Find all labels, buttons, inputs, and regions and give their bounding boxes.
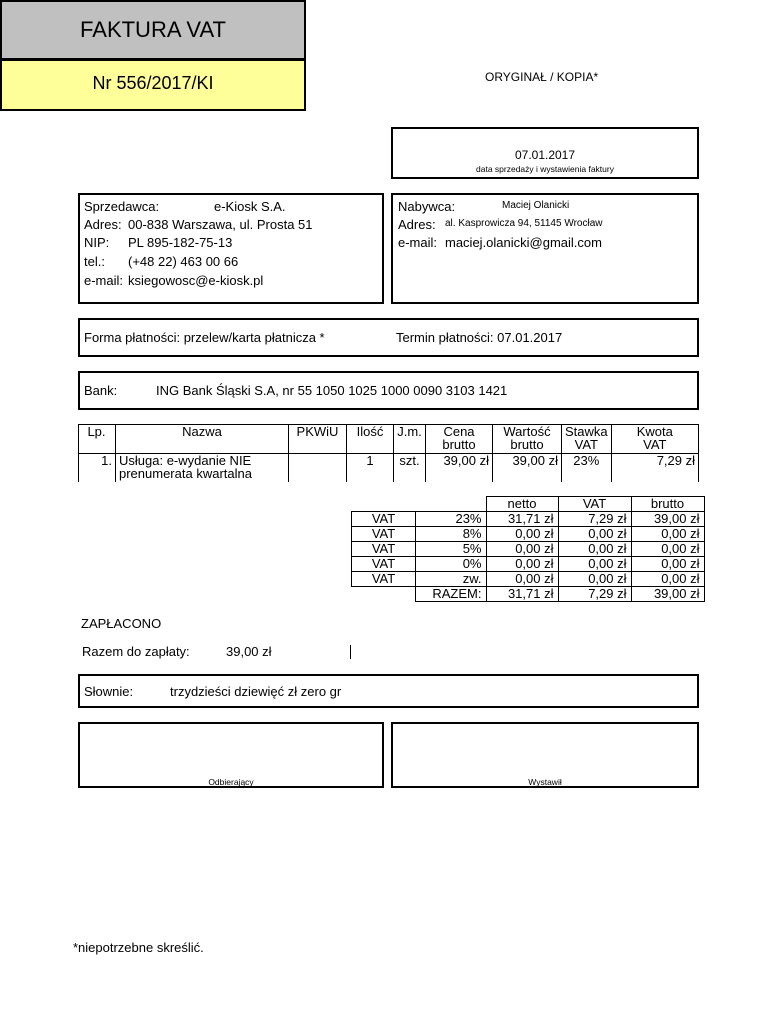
- vat-row-vat: 0,00 zł: [558, 527, 631, 542]
- item-rate: 23%: [562, 454, 612, 483]
- vat-total-row: [352, 587, 705, 602]
- vat-row-netto: 0,00 zł: [486, 542, 558, 557]
- total-due-label: Razem do zapłaty:: [82, 644, 190, 659]
- words-value: trzydzieści dziewięć zł zero gr: [170, 684, 342, 699]
- col-value-label-2: brutto: [510, 437, 544, 452]
- col-price: [426, 425, 493, 454]
- invoice-number: Nr 556/2017/KI: [0, 59, 306, 111]
- seller-address-label: Adres:: [84, 217, 122, 232]
- col-rate-label-2: VAT: [574, 437, 598, 452]
- vat-row-brutto: 0,00 zł: [631, 542, 704, 557]
- item-pkwiu: [289, 454, 347, 483]
- footnote: *niepotrzebne skreślić.: [73, 940, 204, 955]
- vat-row-rate: 5%: [416, 542, 487, 557]
- vat-row-brutto: 0,00 zł: [631, 572, 704, 587]
- seller-nip: PL 895-182-75-13: [128, 235, 233, 250]
- col-lp: [78, 425, 116, 454]
- payment-form: Forma płatności: przelew/karta płatnicza *: [84, 330, 325, 345]
- items-header-row: [78, 425, 699, 454]
- table-row: [352, 512, 705, 527]
- vat-summary-table: [351, 496, 705, 602]
- vat-row-netto: 0,00 zł: [486, 572, 558, 587]
- col-qty: [347, 425, 394, 454]
- paid-status: ZAPŁACONO: [81, 616, 162, 631]
- bank-label: Bank:: [84, 383, 118, 398]
- buyer-label: Nabywca:: [398, 199, 456, 214]
- col-name-label: Nazwa: [182, 424, 222, 439]
- vat-row-vat: 7,29 zł: [558, 512, 631, 527]
- vat-row-rate: 23%: [416, 512, 487, 527]
- words-label: Słownie:: [84, 684, 134, 699]
- vat-row-netto: 0,00 zł: [486, 527, 558, 542]
- vat-header-row: [352, 497, 705, 512]
- table-row: [352, 527, 705, 542]
- item-vat: 7,29 zł: [611, 454, 698, 483]
- payment-box: [78, 318, 699, 357]
- item-value: 39,00 zł: [493, 454, 562, 483]
- vat-total-brutto: 39,00 zł: [631, 587, 704, 602]
- vat-row-label: VAT: [352, 512, 416, 527]
- buyer-email: maciej.olanicki@gmail.com: [445, 235, 602, 250]
- vat-row-label: VAT: [352, 542, 416, 557]
- payment-due: Termin płatności: 07.01.2017: [396, 330, 563, 345]
- signature-receiver-label: Odbierający: [208, 777, 254, 787]
- seller-email: ksiegowosc@e-kiosk.pl: [128, 273, 264, 288]
- vat-row-vat: 0,00 zł: [558, 557, 631, 572]
- buyer-email-label: e-mail:: [398, 235, 438, 250]
- seller-tel-label: tel.:: [84, 254, 105, 269]
- signature-receiver-box: [78, 722, 384, 788]
- words-box: [78, 674, 699, 708]
- table-row: [78, 454, 699, 483]
- col-pkwiu: [289, 425, 347, 454]
- invoice-title: FAKTURA VAT: [0, 0, 306, 59]
- vat-row-vat: 0,00 zł: [558, 542, 631, 557]
- item-name: [116, 454, 289, 483]
- vat-row-label: VAT: [352, 557, 416, 572]
- item-unit: szt.: [394, 454, 426, 483]
- seller-tel: (+48 22) 463 00 66: [128, 254, 239, 269]
- item-price: 39,00 zł: [426, 454, 493, 483]
- col-vat: [611, 425, 698, 454]
- item-name-line-2: prenumerata kwartalna: [119, 466, 252, 481]
- seller-name: e-Kiosk S.A.: [214, 199, 286, 214]
- seller-label: Sprzedawca:: [84, 199, 160, 214]
- vat-row-brutto: 0,00 zł: [631, 527, 704, 542]
- vat-row-rate: zw.: [416, 572, 487, 587]
- col-pkwiu-label: PKWiU: [296, 424, 339, 439]
- col-rate: [562, 425, 612, 454]
- vat-row-rate: 8%: [416, 527, 487, 542]
- vat-col-netto: netto: [486, 497, 558, 512]
- date-box: [391, 127, 699, 179]
- col-qty-label: Ilość: [356, 424, 384, 439]
- vat-row-rate: 0%: [416, 557, 487, 572]
- item-lp: 1.: [78, 454, 116, 483]
- table-row: [352, 542, 705, 557]
- table-row: [352, 557, 705, 572]
- col-value: [493, 425, 562, 454]
- vat-total-netto: 31,71 zł: [486, 587, 558, 602]
- col-vat-label-2: VAT: [643, 437, 667, 452]
- col-name: [116, 425, 289, 454]
- col-unit-label: J.m.: [397, 424, 422, 439]
- table-row: [352, 572, 705, 587]
- vat-row-netto: 31,71 zł: [486, 512, 558, 527]
- vat-row-label: VAT: [352, 572, 416, 587]
- vat-row-brutto: 0,00 zł: [631, 557, 704, 572]
- col-lp-label: Lp.: [87, 424, 106, 439]
- vat-row-brutto: 39,00 zł: [631, 512, 704, 527]
- col-price-label-2: brutto: [442, 437, 476, 452]
- seller-box: [78, 193, 384, 304]
- original-copy-label: ORYGINAŁ / KOPIA*: [485, 70, 599, 84]
- vat-row-label: VAT: [352, 527, 416, 542]
- vat-total-vat: 7,29 zł: [558, 587, 631, 602]
- vat-row-netto: 0,00 zł: [486, 557, 558, 572]
- buyer-address: al. Kasprowicza 94, 51145 Wrocław: [445, 218, 603, 229]
- vat-row-vat: 0,00 zł: [558, 572, 631, 587]
- vat-col-vat: VAT: [558, 497, 631, 512]
- col-vat-label-1: Kwota: [636, 424, 673, 439]
- col-value-label-1: Wartość: [503, 424, 551, 439]
- buyer-address-label: Adres:: [398, 217, 436, 232]
- seller-email-label: e-mail:: [84, 273, 124, 288]
- signature-issuer-label: Wystawił: [528, 777, 562, 787]
- col-price-label-1: Cena: [443, 424, 475, 439]
- vat-total-label: RAZEM:: [416, 587, 487, 602]
- seller-address: 00-838 Warszawa, ul. Prosta 51: [128, 217, 313, 232]
- date-caption: data sprzedaży i wystawienia faktury: [476, 164, 614, 174]
- total-due-divider: [350, 645, 351, 659]
- bank-account: ING Bank Śląski S.A, nr 55 1050 1025 1000 0090 3103 1421: [156, 383, 508, 398]
- seller-nip-label: NIP:: [84, 235, 110, 250]
- items-table: [78, 424, 699, 482]
- bank-box: [78, 371, 699, 410]
- col-rate-label-1: Stawka: [565, 424, 608, 439]
- item-name-line-1: Usługa: e-wydanie NIE: [119, 453, 252, 468]
- vat-col-brutto: brutto: [631, 497, 704, 512]
- invoice-date: 07.01.2017: [514, 148, 576, 162]
- total-due-amount: 39,00 zł: [226, 644, 272, 659]
- col-unit: [394, 425, 426, 454]
- signature-issuer-box: [391, 722, 699, 788]
- item-qty: 1: [347, 454, 394, 483]
- buyer-name: Maciej Olanicki: [502, 200, 570, 211]
- buyer-box: [391, 193, 699, 304]
